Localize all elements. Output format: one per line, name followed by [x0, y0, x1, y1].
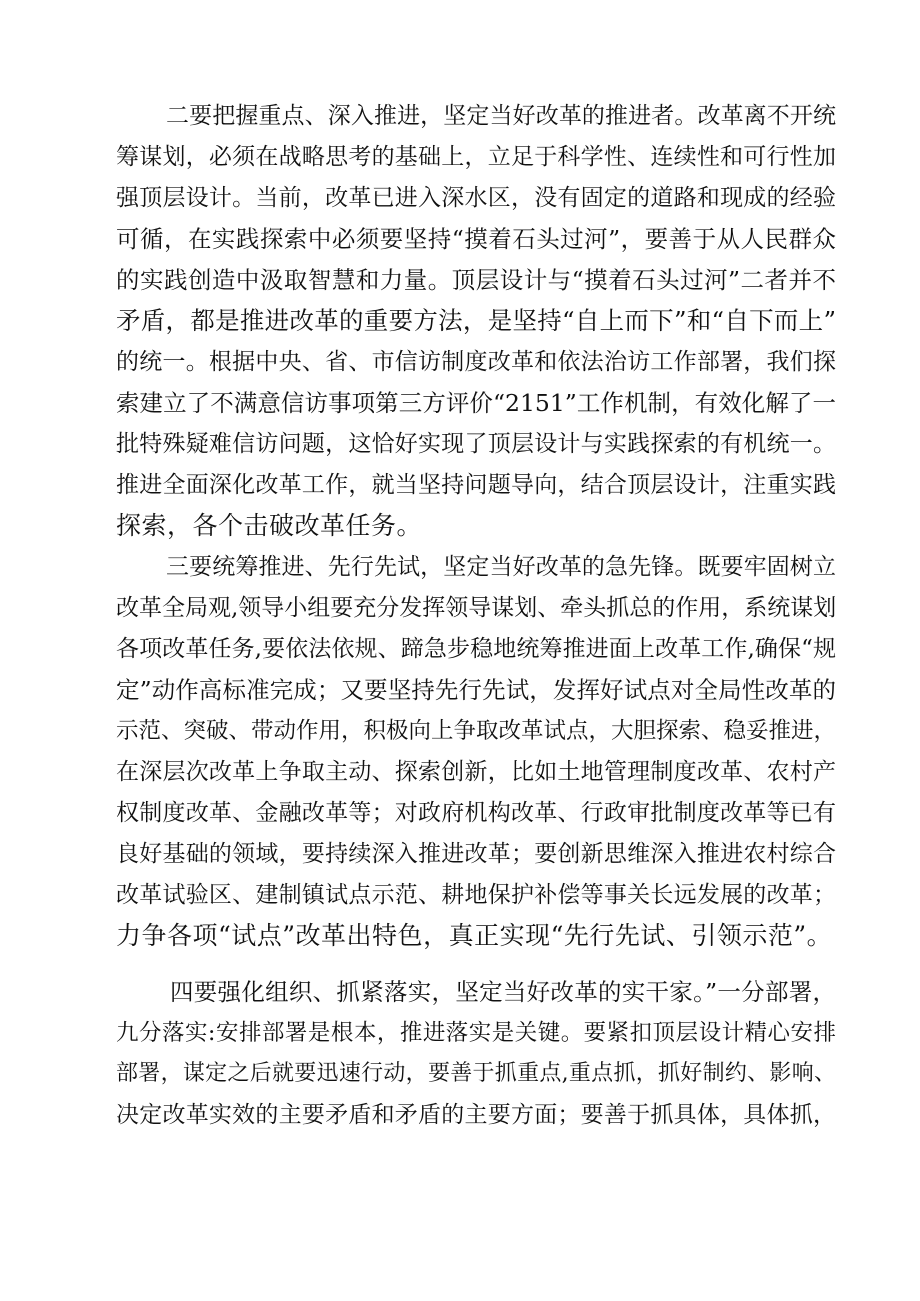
paragraph-1-line-4: 可循，在实践探索中必须要坚持“摸着石头过河”，要善于从人民群众 [116, 225, 836, 253]
paragraph-1-line-9: 批特殊疑难信访问题，这恰好实现了顶层设计与实践探索的有机统一。 [116, 431, 836, 457]
paragraph-1-line-3: 强顶层设计。当前，改革已进入深水区，没有固定的道路和现成的经验 [116, 185, 836, 211]
paragraph-2-line-10: 力争各项“试点”改革出特色，真正实现“先行先试、引领示范”。 [116, 921, 833, 950]
paragraph-3-line-2: 九分落实:安排部署是根本，推进落实是关键。要紧扣顶层设计精心安排 [116, 1020, 836, 1046]
paragraph-1-line-5: 的实践创造中汲取智慧和力量。顶层设计与“摸着石头过河”二者并不 [116, 266, 836, 294]
paragraph-1-line-7: 的统一。根据中央、省、市信访制度改革和依法治访工作部署，我们探 [116, 349, 836, 375]
paragraph-1-line-11: 探索，各个击破改革任务。 [116, 511, 423, 540]
paragraph-3-line-4: 决定改革实效的主要矛盾和矛盾的主要方面；要善于抓具体，具体抓， [116, 1102, 836, 1128]
paragraph-2-line-5: 示范、突破、带动作用，积极向上争取改革试点，大胆探索、稳妥推进， [116, 718, 837, 744]
paragraph-2-line-8: 良好基础的领域，要持续深入推进改革；要创新思维深入推进农村综合 [116, 841, 836, 867]
paragraph-3-line-1: 四要强化组织、抓紧落实，坚定当好改革的实干家。”一分部署， [170, 978, 836, 1006]
paragraph-2-line-4: 定”动作高标准完成；又要坚持先行先试，发挥好试点对全局性改革的 [116, 676, 836, 704]
paragraph-2-line-1: 三要统筹推进、先行先试，坚定当好改革的急先锋。既要牢固树立 [166, 554, 836, 580]
paragraph-2-line-7: 权制度改革、金融改革等；对政府机构改革、行政审批制度改革等已有 [116, 800, 836, 826]
paragraph-1-line-10: 推进全面深化改革工作，就当坚持问题导向，结合顶层设计，注重实践 [116, 472, 836, 498]
paragraph-2-line-2: 改革全局观,领导小组要充分发挥领导谋划、牵头抓总的作用，系统谋划 [116, 595, 837, 621]
paragraph-1-line-6: 矛盾，都是推进改革的重要方法，是坚持“自上而下”和“自下而上” [116, 306, 836, 335]
paragraph-2-line-3: 各项改革任务,要依法依规、蹄急步稳地统筹推进面上改革工作,确保“规 [116, 636, 836, 662]
paragraph-1-line-8: 索建立了不满意信访事项第三方评价“2151”工作机制，有效化解了一 [116, 389, 836, 417]
paragraph-2-line-6: 在深层次改革上争取主动、探索创新，比如土地管理制度改革、农村产 [116, 759, 836, 785]
paragraph-3-line-3: 部署，谋定之后就要迅速行动，要善于抓重点,重点抓，抓好制约、影响、 [116, 1061, 836, 1086]
paragraph-1-line-2: 筹谋划，必须在战略思考的基础上，立足于科学性、连续性和可行性加 [116, 144, 836, 170]
paragraph-2-line-9: 改革试验区、建制镇试点示范、耕地保护补偿等事关长远发展的改革； [116, 882, 836, 908]
paragraph-1-line-1: 二要把握重点、深入推进，坚定当好改革的推进者。改革离不开统 [166, 103, 836, 129]
